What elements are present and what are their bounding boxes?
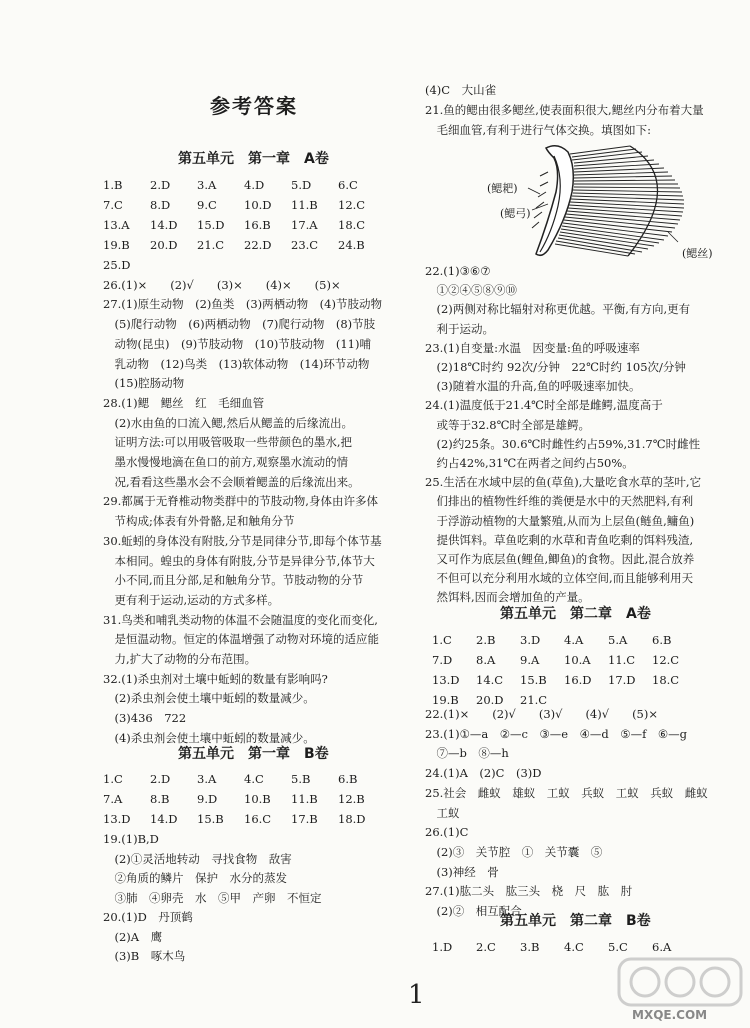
answer-line: (2)①灵活地转动 寻找食物 敌害 [103,851,292,866]
label-gill-filament: (鳃丝) [682,247,713,260]
answer-line: ⑦—b ⑧—h [425,746,509,761]
answer-line: 26.(1)× (2)√ (3)× (4)× (5)× [103,277,341,292]
answer-line: 又可作为底层鱼(鲤鱼,鲫鱼)的食物。因此,混合放养 [425,552,695,566]
answer-cell: 7.C [103,198,123,212]
answer-line: 动物(昆虫) (9)节肢动物 (10)节肢动物 (11)哺 [103,336,371,351]
answer-line: 26.(1)C [425,825,469,840]
answer-cell: 16.D [564,673,592,687]
answer-cell: 4.A [564,633,584,647]
answer-line: 19.(1)B,D [103,832,159,846]
answer-line: 利于运动。 [425,321,494,336]
answer-line: 20.(1)D 丹顶鹤 [103,910,193,924]
answer-line: 25.社会 雌蚁 雄蚁 工蚁 兵蚁 工蚁 兵蚁 雌蚁 [425,785,708,800]
answer-cell: 14.D [150,218,178,232]
answer-cell: 17.B [291,812,318,826]
answer-cell: 15.B [197,812,224,826]
answer-cell: 6.B [652,633,672,647]
answer-line: 于浮游动植物的大量繁殖,从而为上层鱼(鲢鱼,鳙鱼) [425,513,695,528]
answer-cell: 8.A [476,653,496,667]
answer-line: 本相同。蝗虫的身体有附肢,分节是异律分节,体节大 [103,553,375,568]
answer-line: 毛细血管,有利于进行气体交换。填图如下: [425,123,652,137]
answer-cell: 11.C [608,653,636,667]
answer-line: 小不同,而且分部,足和触角分节。节肢动物的分节 [103,573,364,588]
answer-line: (15)腔肠动物 [103,376,185,391]
answer-cell: 18.D [338,812,366,826]
answer-cell: 5.D [291,178,312,192]
answer-line: 24.(1)A (2)C (3)D [425,766,542,781]
answer-cell: 10.B [244,792,271,806]
gill-arch-shape [536,146,573,256]
answer-cell: 1.D [432,940,453,954]
answer-cell: 4.C [564,940,584,954]
answer-line: 约占42%,31℃在两者之间约占50%。 [425,456,634,470]
answer-line: 工蚁 [425,805,460,820]
answer-line: 力,扩大了动物的分布范围。 [103,652,257,666]
answer-line: 节构成;体表有外骨骼,足和触角分节 [103,514,295,529]
section-heading-3: 第五单元 第二章 A卷 [500,606,651,622]
answer-cell: 10.D [244,198,272,212]
answer-cell: 8.B [150,792,170,806]
section-heading-4: 第五单元 第二章 B卷 [500,913,651,929]
answer-cell: 21.C [197,238,225,252]
page-mark: 1 [408,980,425,1010]
answer-line: ②角质的鳞片 保护 水分的蒸发 [103,871,287,885]
answer-line: 21.鱼的鳃由很多鳃丝,使表面积很大,鳃丝内分布着大量 [425,103,704,117]
answer-cell: 2.B [476,633,496,647]
answer-cell: 2.C [476,940,496,954]
answer-line: 25.生活在水域中层的鱼(草鱼),大量吃食水草的茎叶,它 [425,475,702,490]
answer-line: (5)爬行动物 (6)两栖动物 (7)爬行动物 (8)节肢 [103,317,376,332]
answer-line: (2)约25条。30.6℃时雌性约占59%,31.7℃时雌性 [425,436,701,451]
answer-line: 29.都属于无脊椎动物类群中的节肢动物,身体由许多体 [103,494,378,509]
answer-cell: 11.B [291,198,318,212]
answer-cell: 13.D [103,812,131,826]
answer-line: (2)杀虫剂会使土壤中蚯蚓的数量减少。 [103,691,315,706]
answer-cell: 17.D [608,673,636,687]
answer-line: (3)B 啄木鸟 [103,949,186,963]
answer-cell: 5.C [608,940,628,954]
answer-line: 22.(1)③⑥⑦ [425,264,491,278]
answer-line: 更有利于运动,运动的方式多样。 [103,592,280,607]
answer-cell: 9.C [197,198,217,212]
answer-line: 然饵料,因而会增加鱼的产量。 [425,590,590,605]
answer-line: 证明方法:可以用吸管吸取一些带颜色的墨水,把 [103,435,353,450]
watermark-text: MXQE.COM [632,1008,708,1022]
answer-line: 不但可以充分利用水域的立体空间,而且能够利用天 [425,571,694,586]
answer-line: (2)A 鹰 [103,929,163,944]
answer-cell: 23.C [291,238,319,252]
answer-line: 32.(1)杀虫剂对土壤中蚯蚓的数量有影响吗? [103,671,328,686]
answer-line: (4)杀虫剂会使土壤中蚯蚓的数量减少。 [103,730,315,745]
answer-line: 27.(1)肱二头 肱三头 桡 尺 肱 肘 [425,884,633,899]
answer-line: ③肺 ④卵壳 水 ⑤甲 产卵 不恒定 [103,890,322,905]
answer-line: 23.(1)①—a ②—c ③—e ④—d ⑤—f ⑥—g [425,726,688,741]
answer-cell: 19.B [103,238,130,252]
answer-line: (4)C 大山雀 [425,83,497,97]
answer-cell: 20.D [150,238,178,252]
answer-line: 30.蚯蚓的身体没有附肢,分节是同律分节,即每个体节基 [103,533,382,548]
answer-line: (3)436 722 [103,711,187,726]
answer-cell: 7.D [432,653,453,667]
fish-gill-diagram [518,142,718,262]
answer-cell: 2.D [150,178,171,192]
answer-line: 25.D [103,258,131,272]
answer-cell: 3.D [520,633,541,647]
answer-cell: 4.D [244,178,265,192]
answer-cell: 18.C [652,673,680,687]
answer-cell: 11.B [291,792,318,806]
answer-line: 们排出的植物性纤维的粪便是水中的天然肥料,有利 [425,494,694,509]
answer-cell: 7.A [103,792,123,806]
answer-line: (2)② 相互配合 [425,904,522,918]
answer-line: (2)水由鱼的口流入鳃,然后从鳃盖的后缘流出。 [103,415,353,430]
answer-cell: 20.D [476,693,504,707]
answer-cell: 3.A [197,772,217,786]
answer-cell: 1.C [103,772,123,786]
answer-line: 23.(1)自变量:水温 因变量:鱼的呼吸速率 [425,340,640,355]
answer-line: 是恒温动物。恒定的体温增强了动物对环境的适应能 [103,632,379,647]
answer-cell: 19.B [432,693,459,707]
answer-cell: 12.C [338,198,366,212]
answer-line: 或等于32.8℃时全部是雄鳄。 [425,417,590,432]
page-title: 参考答案 [210,94,298,118]
section-heading-1: 第五单元 第一章 A卷 [178,151,329,167]
answer-cell: 4.C [244,772,264,786]
answer-cell: 21.C [520,693,548,707]
answer-cell: 22.D [244,238,272,252]
answer-cell: 3.A [197,178,217,192]
answer-cell: 1.B [103,178,123,192]
answer-cell: 6.A [652,940,672,954]
answer-line: 乳动物 (12)鸟类 (13)软体动物 (14)环节动物 [103,356,370,371]
answer-line: 31.鸟类和哺乳类动物的体温不会随温度的变化而变化, [103,612,378,627]
answer-cell: 16.C [244,812,272,826]
answer-cell: 14.C [476,673,504,687]
answer-cell: 2.D [150,772,171,786]
answer-cell: 3.B [520,940,540,954]
answer-cell: 5.B [291,772,311,786]
answer-cell: 1.C [432,633,452,647]
answer-cell: 5.A [608,633,628,647]
answer-cell: 18.C [338,218,366,232]
label-gill-arch: (鳃弓) [500,207,531,220]
answer-line: (3)神经 骨 [425,864,499,879]
answer-line: 22.(1)× (2)√ (3)√ (4)√ (5)× [425,707,658,721]
answer-line: 况,看看这些墨水会不会顺着鳃盖的后缘流出来。 [103,474,360,489]
answer-cell: 8.D [150,198,171,212]
answer-cell: 6.C [338,178,358,192]
answer-line: (2)两侧对称比辐射对称更优越。平衡,有方向,更有 [425,302,691,317]
gill-rakers [532,172,548,228]
answer-line: (2)③ 关节腔 ① 关节囊 ⑤ [425,844,603,859]
answer-line: 墨水慢慢地滴在鱼口的前方,观察墨水流动的情 [103,455,349,469]
answer-cell: 12.C [652,653,680,667]
answer-line: (3)随着水温的升高,鱼的呼吸速率加快。 [425,379,641,394]
answer-cell: 13.D [432,673,460,687]
answer-cell: 15.B [520,673,547,687]
answer-cell: 15.D [197,218,225,232]
answer-cell: 10.A [564,653,591,667]
answer-cell: 12.B [338,792,365,806]
answer-cell: 16.B [244,218,271,232]
label-gill-raker: (鳃耙) [487,182,518,195]
answer-line: ①②④⑤⑧⑨⑩ [425,283,517,298]
answer-cell: 13.A [103,218,130,232]
answer-line: 24.(1)温度低于21.4℃时全部是雌鳄,温度高于 [425,398,663,413]
answer-cell: 9.A [520,653,540,667]
answer-cell: 6.B [338,772,358,786]
answer-cell: 17.A [291,218,318,232]
answer-line: (2)18℃时约 92次/分钟 22℃时约 105次/分钟 [425,360,686,374]
answer-cell: 14.D [150,812,178,826]
answer-cell: 9.D [197,792,218,806]
gill-filaments [555,146,684,256]
answer-line: 提供饵料。草鱼吃剩的水草和青鱼吃剩的饵料残渣, [425,532,694,547]
answer-line: 27.(1)原生动物 (2)鱼类 (3)两栖动物 (4)节肢动物 [103,297,382,312]
section-heading-2: 第五单元 第一章 B卷 [178,746,329,762]
answer-line: 28.(1)鳃 鳃丝 红 毛细血管 [103,395,265,410]
answer-cell: 24.B [338,238,365,252]
